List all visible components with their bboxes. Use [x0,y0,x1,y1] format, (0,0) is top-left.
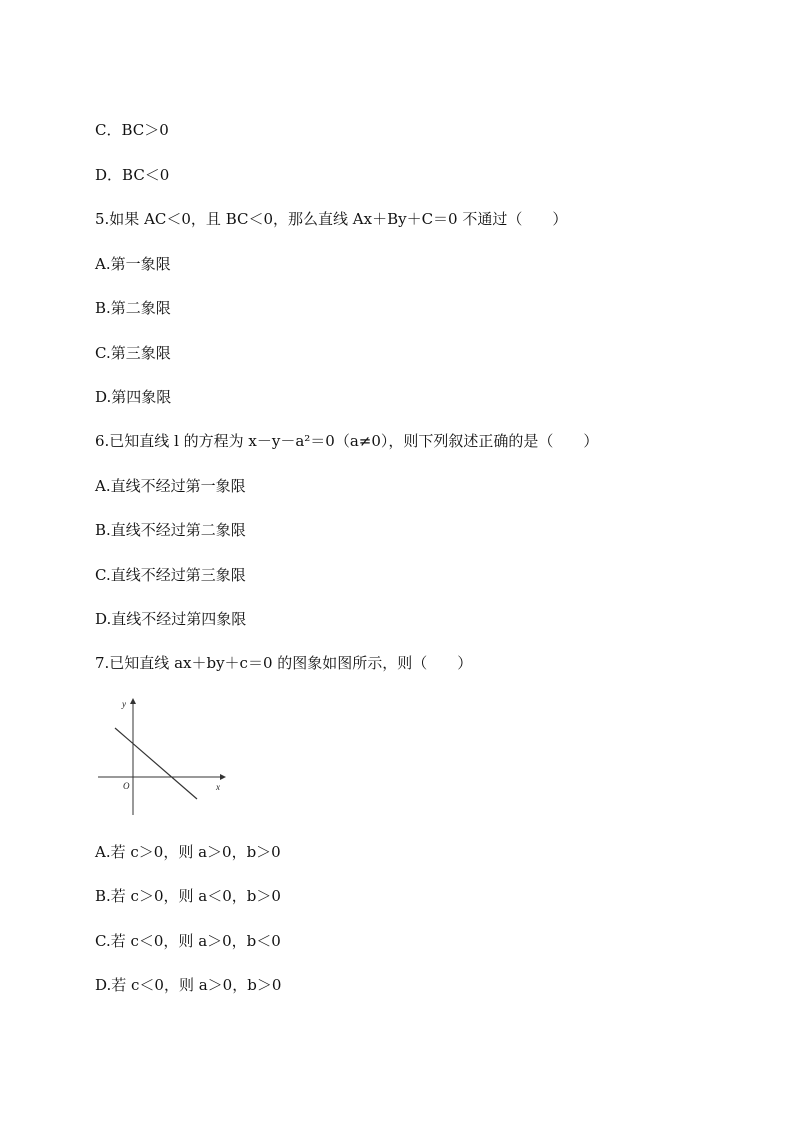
y-axis-label: y [122,699,126,709]
option-d-q4: D．BC＜0 [95,166,170,184]
option-c-q5: C.第三象限 [95,344,171,362]
option-b-q6: B.直线不经过第二象限 [95,521,246,539]
question-6: 6.已知直线 l 的方程为 x－y－a²＝0（a≠0），则下列叙述正确的是（ ） [95,432,599,450]
option-a-q7: A.若 c＞0，则 a＞0，b＞0 [95,843,281,861]
option-c-q4: C．BC＞0 [95,121,169,139]
option-c-q7: C.若 c＜0，则 a＞0，b＜0 [95,932,281,950]
line-graph-figure [95,695,235,820]
coordinate-plane [95,695,235,820]
option-d-q7: D.若 c＜0，则 a＞0，b＞0 [95,976,282,994]
question-5: 5.如果 AC＜0，且 BC＜0，那么直线 Ax＋By＋C＝0 不通过（ ） [95,210,568,228]
option-b-q5: B.第二象限 [95,299,171,317]
question-7: 7.已知直线 ax＋by＋c＝0 的图象如图所示，则（ ） [95,654,473,672]
option-d-q5: D.第四象限 [95,388,172,406]
option-b-q7: B.若 c＞0，则 a＜0，b＞0 [95,887,281,905]
option-d-q6: D.直线不经过第四象限 [95,610,247,628]
origin-label: O [123,781,130,791]
option-a-q5: A.第一象限 [95,255,171,273]
option-a-q6: A.直线不经过第一象限 [95,477,246,495]
x-axis-label: x [216,782,220,792]
option-c-q6: C.直线不经过第三象限 [95,566,246,584]
